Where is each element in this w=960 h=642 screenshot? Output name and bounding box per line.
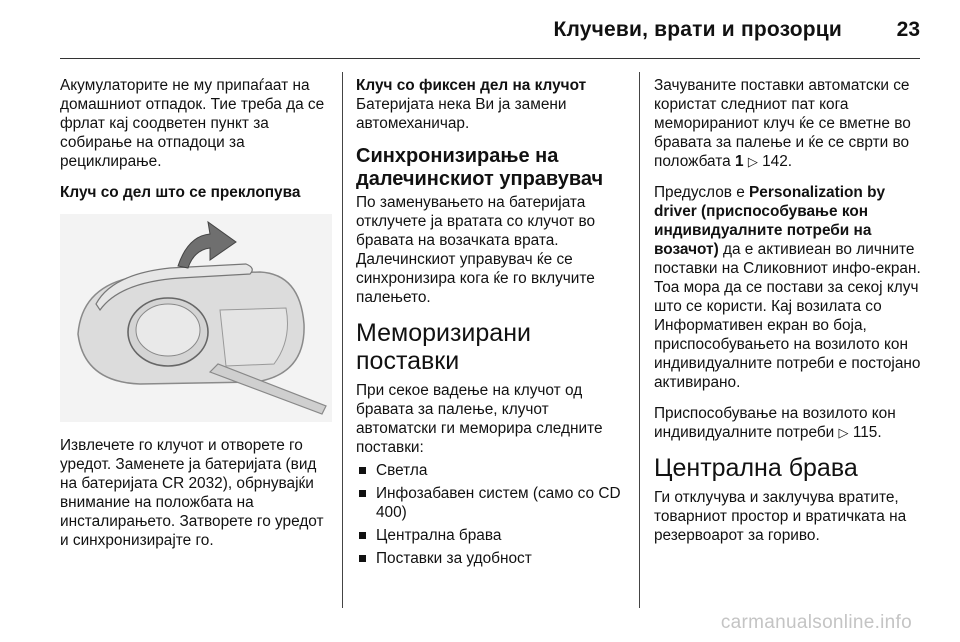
personalization-setting-name: Personalization by driver (приспособување кон индивидуалните потреби на возачот) [654,184,886,258]
fixed-key-text: Батеријата нека Ви ја замени автомеханичар. [356,96,567,132]
ignition-position: 1 [734,153,744,170]
list-item: Инфозабавен систем (само со CD 400) [356,484,632,522]
list-item: Централна брава [356,526,632,545]
memory-settings-text: При секое вадење на клучот од бравата за палење, клучот автоматски ги меморира следните поставки: [356,382,603,456]
column-1 [60,76,332,562]
page-reference-icon: ▷ [747,154,758,169]
personalization-text: Предуслов е Personalization by driver (приспособување кон индивидуалните потреби на возачот) да е активиеан во личните поставки на Сликовниот инфо-екран. Тоа мора да се постави за секој клуч што се користи. Кај возилата со Информативен екран во боја, приспособувањето на возилото кон индивидуалните потреби е постојано активирано. [654,184,921,391]
personalization-reference-text: Приспособување на возилото кон индивидуалните потреби ▷ 115. [654,405,896,441]
memory-settings-heading: Меморизирани поставки [356,319,531,375]
car-key-icon [60,214,332,422]
central-locking-heading: Централна брава [654,454,858,482]
list-item: Светла [356,461,632,480]
header-divider [60,58,920,59]
fixed-key-heading: Клуч со фиксен дел на клучот [356,77,587,94]
battery-replace-instructions: Извлечете го клучот и отворете го уредот. Заменете ја батеријата (вид на батеријата CR 2032), обрнувајќи внимание на положбата на инсталирањето. Затворете го уредот и синхронизирајте го. [60,437,324,549]
column-3 [654,76,930,557]
stored-settings-text: Зачуваните поставки автоматски се користат следниот пат кога меморираниот клуч ќе се вметне во бравата за палење и ќе се сврти во положбата 1 ▷ 142. [654,77,911,170]
page-number: 23 [896,18,920,41]
column-2 [356,76,632,572]
column-divider [342,72,343,608]
column-divider [639,72,640,608]
sync-heading: Синхронизирање на далечинскиот управувач [356,145,604,190]
page-reference[interactable]: 115. [852,424,882,441]
folding-key-heading: Клуч со дел што се преклопува [60,184,301,201]
section-title: Клучеви, врати и прозорци [553,18,842,41]
central-locking-text: Ги отклучува и заклучува вратите, товарниот простор и вратичката на резервоарот за гориво. [654,489,907,544]
list-item: Поставки за удобност [356,549,632,568]
page-reference[interactable]: 142. [762,153,793,170]
watermark: carmanualsonline.info [720,612,912,633]
page-header [0,0,960,62]
memory-settings-list [356,461,632,568]
battery-disposal-text: Акумулаторите не му припаѓаат на домашниот отпадок. Тие треба да се фрлат кај соодветен пункт за собирање на отпадоци за рециклирање. [60,77,325,170]
sync-text: По заменувањето на батеријата отклучете ја вратата со клучот во бравата на возачката врата. Далечинскиот управувач ќе се синхронизира кога ќе го вклучите палењето. [356,194,596,306]
page-reference-icon: ▷ [838,425,849,440]
car-key-battery-illustration [60,214,332,422]
